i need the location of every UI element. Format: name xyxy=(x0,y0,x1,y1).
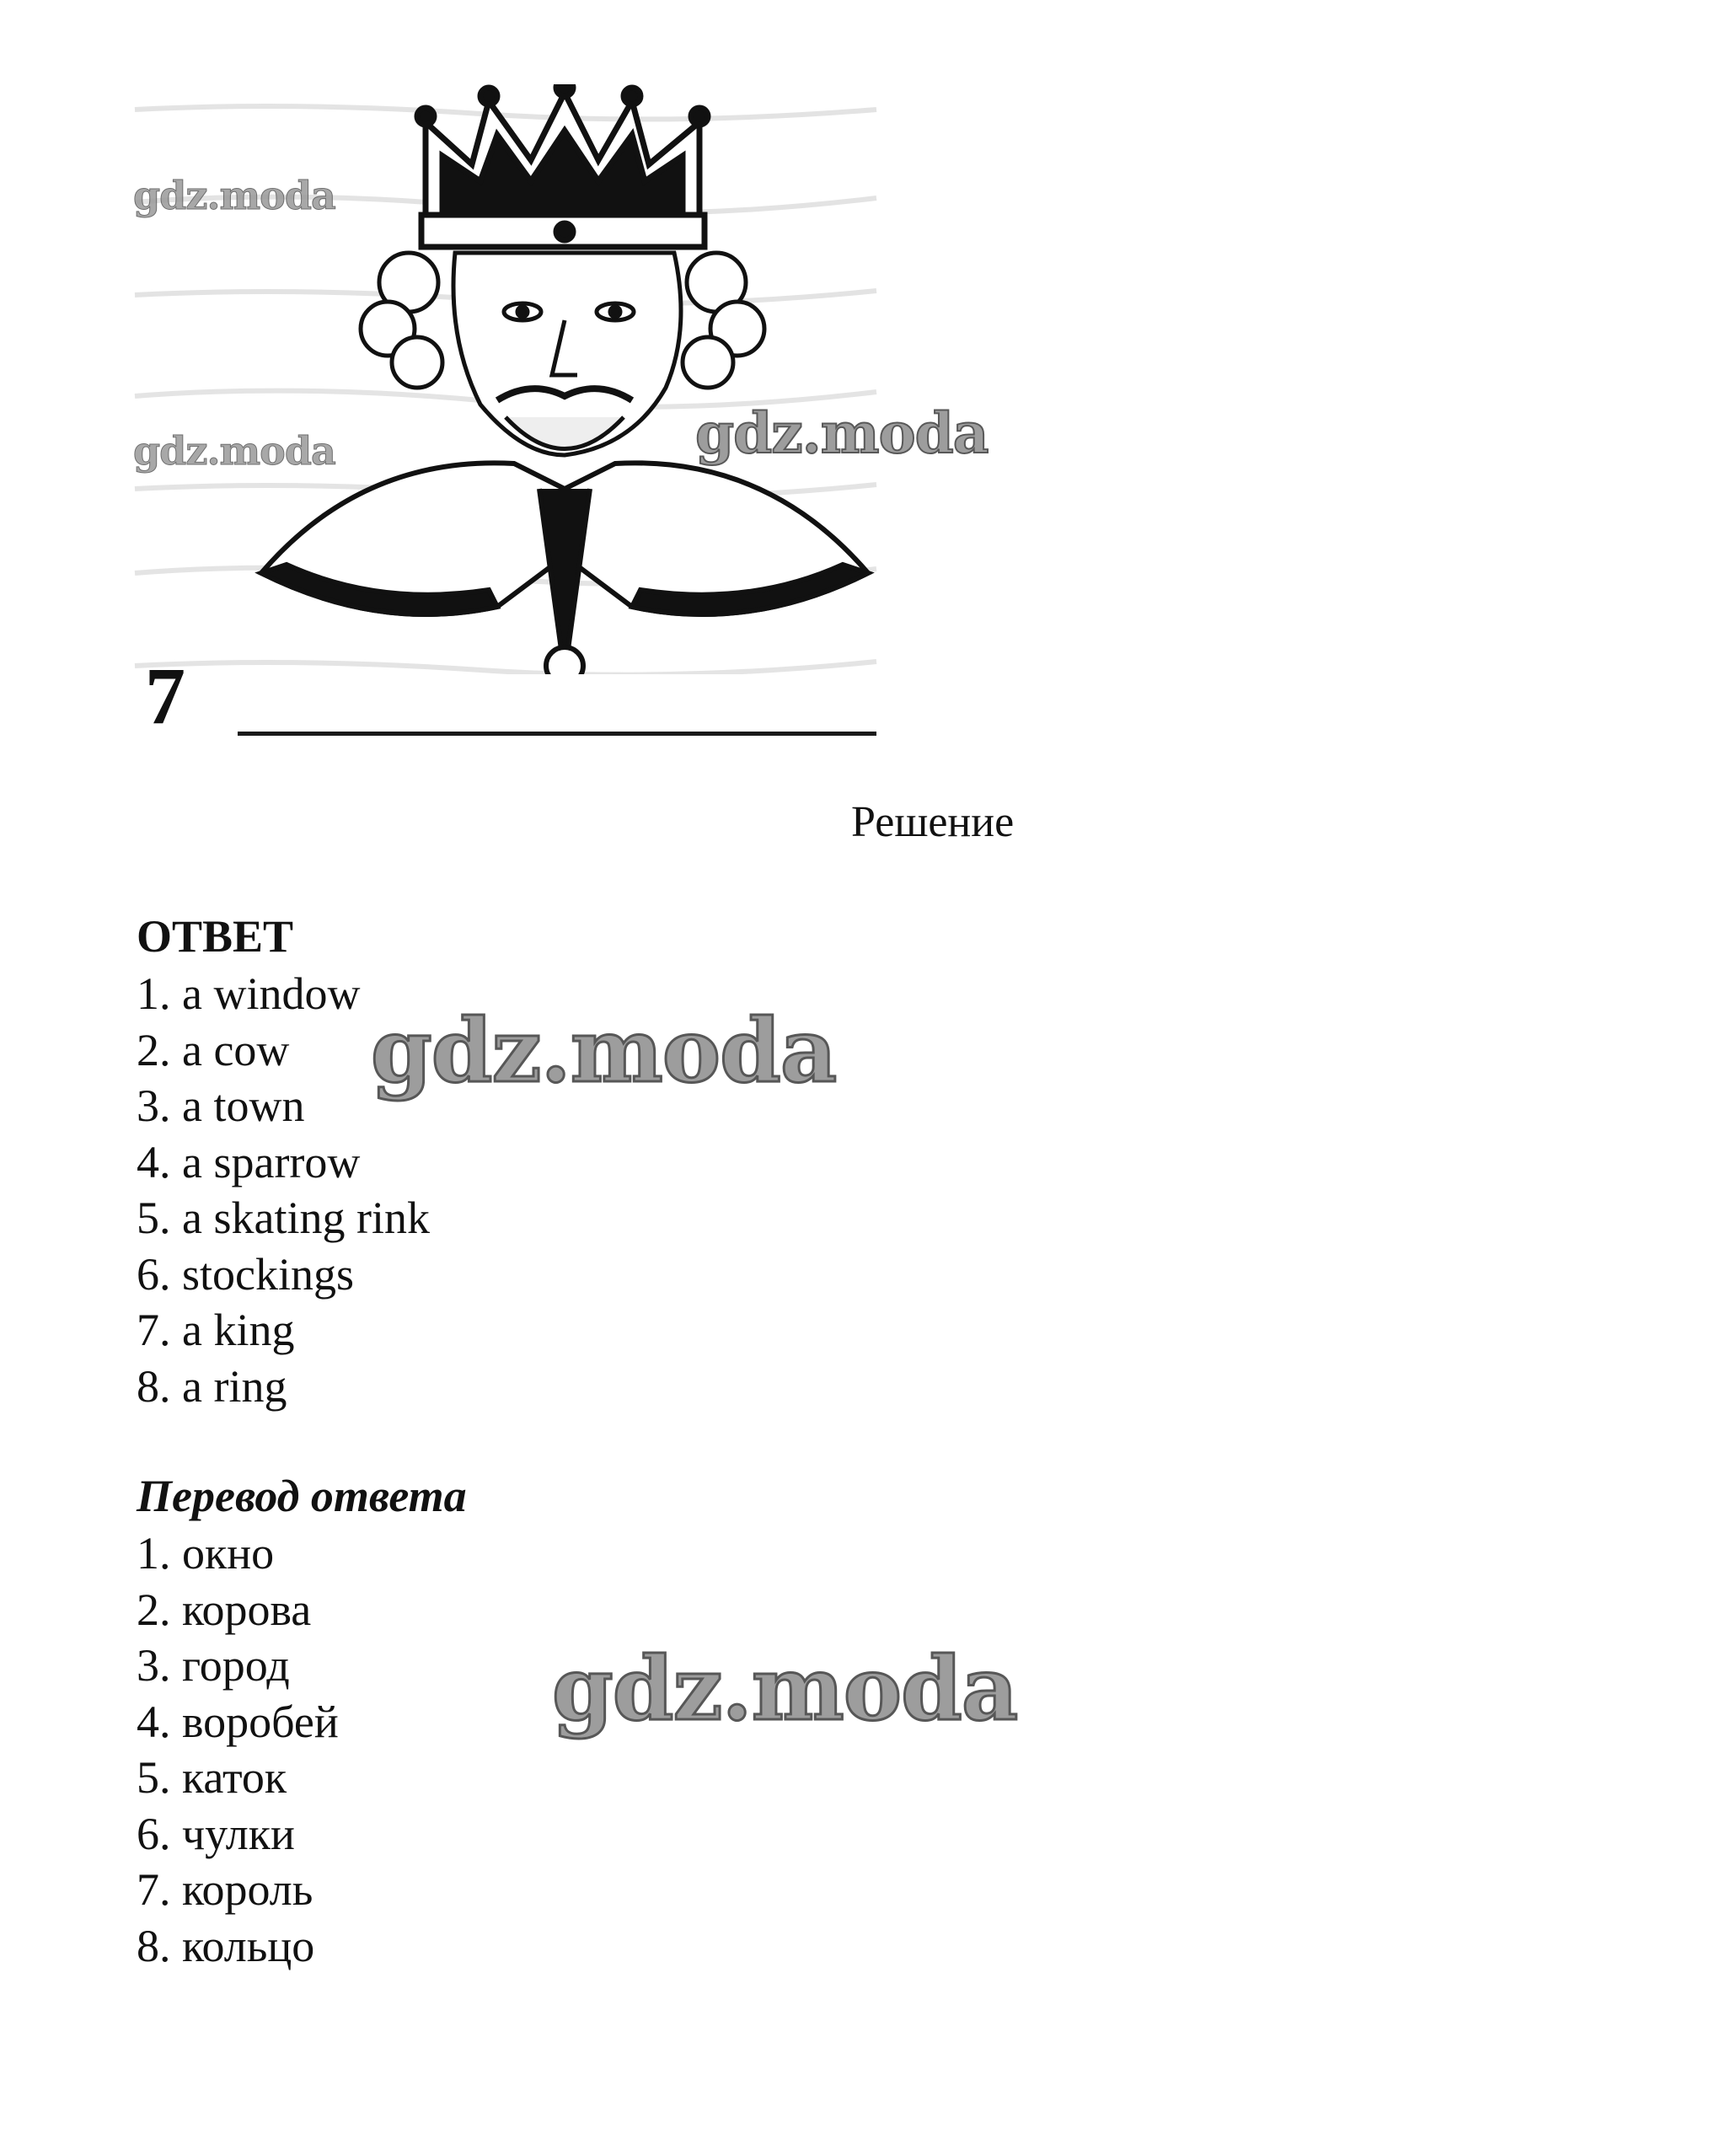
answer-title: ОТВЕТ xyxy=(137,911,294,962)
answer-item: 8. a ring xyxy=(137,1360,287,1412)
translation-item: 5. каток xyxy=(137,1752,287,1803)
translation-item: 3. город xyxy=(137,1640,290,1691)
watermark: gdz.moda xyxy=(695,400,989,466)
answer-list xyxy=(137,966,430,1414)
answer-item: 1. a window xyxy=(137,968,361,1019)
answer-item: 4. a sparrow xyxy=(137,1136,361,1187)
translation-item: 1. окно xyxy=(137,1528,275,1579)
translation-item: 4. воробей xyxy=(137,1696,339,1747)
translation-title: Перевод ответа xyxy=(137,1471,467,1521)
task-underline xyxy=(238,732,876,736)
answer-item: 2. a cow xyxy=(137,1024,290,1075)
answer-item: 6. stockings xyxy=(137,1248,355,1300)
translation-item: 6. чулки xyxy=(137,1808,295,1859)
translation-item: 8. кольцо xyxy=(137,1920,315,1971)
translation-item: 7. король xyxy=(137,1864,313,1915)
answer-item: 3. a town xyxy=(137,1080,305,1131)
translation-item: 2. корова xyxy=(137,1584,312,1635)
task-number: 7 xyxy=(145,651,185,741)
solution-heading: Решение xyxy=(851,798,1015,846)
watermark: gdz.moda xyxy=(552,1637,1018,1740)
answer-item: 7. a king xyxy=(137,1305,295,1355)
watermark: gdz.moda xyxy=(133,428,335,474)
watermark: gdz.moda xyxy=(133,173,335,218)
translation-list xyxy=(137,1525,339,1974)
answer-item: 5. a skating rink xyxy=(137,1193,430,1243)
watermark: gdz.moda xyxy=(371,999,837,1102)
